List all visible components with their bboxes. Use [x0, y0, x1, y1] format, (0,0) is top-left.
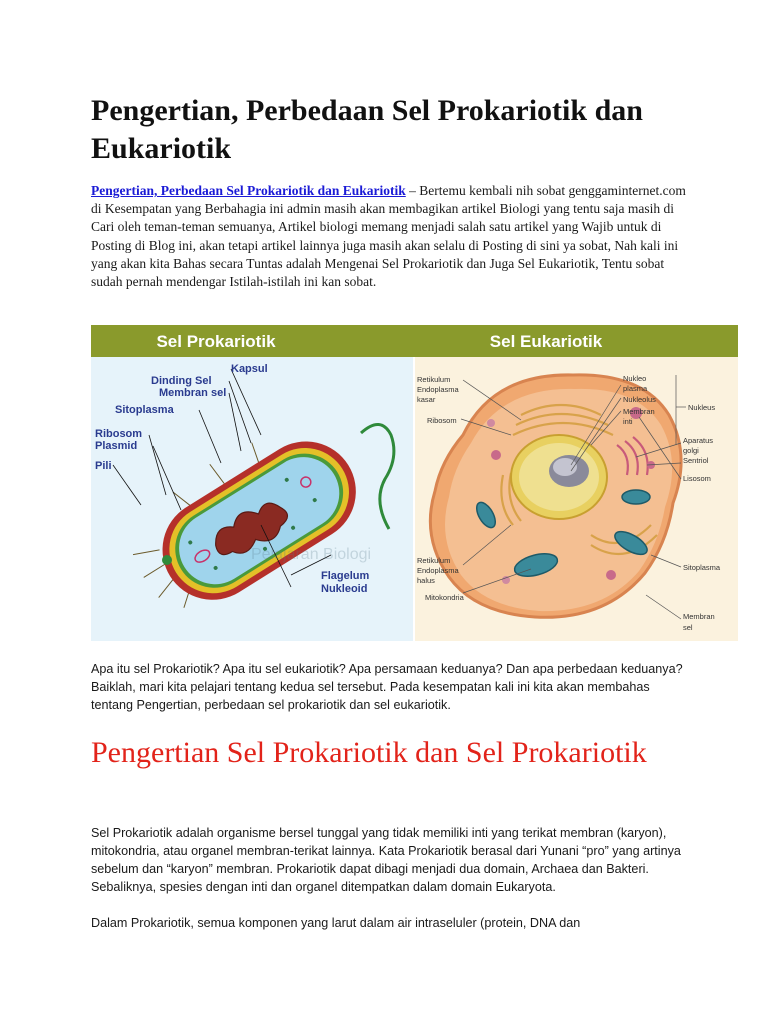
- label-golgi-1: Aparatus: [683, 436, 714, 445]
- label-pili: Pili: [95, 460, 112, 472]
- cell-diagram: [91, 325, 738, 641]
- watermark: Pelajaran Biologi: [251, 546, 372, 563]
- label-nukleoplasma-1: Nukleo: [623, 374, 647, 383]
- label-ribosom-eu: Ribosom: [427, 416, 457, 425]
- intro-text: – Bertemu kembali nih sobat genggaminternet.com di Kesempatan yang Berbahagia ini admin masih akan membagikan artikel Biologi yang tentu saja masih di Cari oleh teman-teman semuanya, Artikel biologi memang menjadi salah satu artikel yang Wajib untuk di Posting di Blog ini, akan tetapi artikel lainnya juga masih akan selalu di Posting di sini ya sobat, Nah kali ini yang akan kita Bahas secara Tuntas adalah Mengenai Sel Prokariotik dan Juga Sel Eukariotik, Tentu sobat sudah pernah mendengar Istilah-istilah ini kan sobat.: [91, 183, 686, 290]
- label-membran-inti-1: Membran: [623, 407, 655, 416]
- label-membran-sel-1: Membran: [683, 612, 715, 621]
- questions-paragraph: Apa itu sel Prokariotik? Apa itu sel eukariotik? Apa persamaan keduanya? Dan apa perbedaan keduanya? Baiklah, mari kita pelajari tentang kedua sel tersebut. Pada kesempatan kali ini kita akan membahas tentang Pengertian, perbedaan sel prokariotik dan sel eukariotik.: [91, 662, 683, 712]
- section-paragraph-1: Sel Prokariotik adalah organisme bersel tunggal yang tidak memiliki inti yang terikat membran (karyon), mitokondria, atau organel membran-terikat lainnya. Kata Prokariotik berasal dari Yunani “pro” yang artinya sebelum dan “karyon” membran. Prokariotik dapat dibagi menjadi dua domain, Archaea dan Bakteri. Sebaliknya, spesies dengan inti dan organel ditempatkan dalam domain Eukaryota.: [91, 826, 681, 894]
- intro-paragraph: [91, 182, 691, 291]
- label-nukleus: Nukleus: [688, 403, 716, 412]
- label-retikulum-kasar-1: Retikulum: [417, 375, 451, 384]
- label-kapsul: Kapsul: [231, 363, 268, 375]
- label-plasmid: Plasmid: [95, 440, 138, 452]
- label-sitoplasma: Sitoplasma: [115, 404, 174, 416]
- intro-link[interactable]: Pengertian, Perbedaan Sel Prokariotik dan Eukariotik: [91, 183, 406, 198]
- section-paragraph-2: Dalam Prokariotik, semua komponen yang larut dalam air intraseluler (protein, DNA dan: [91, 916, 581, 930]
- label-retikulum-halus-2: Endoplasma: [417, 566, 459, 575]
- label-sitoplasma-eu: Sitoplasma: [683, 563, 721, 572]
- label-membran-inti-2: inti: [623, 417, 633, 426]
- label-nukleoid: Nukleoid: [321, 583, 368, 595]
- label-retikulum-halus-1: Retikulum: [417, 556, 451, 565]
- prokaryote-header: Sel Prokariotik: [156, 332, 276, 351]
- label-nukleolus: Nukleolus: [623, 395, 656, 404]
- label-lisosom: Lisosom: [683, 474, 711, 483]
- eukaryote-header: Sel Eukariotik: [489, 332, 603, 351]
- label-golgi-2: golgi: [683, 446, 699, 455]
- label-nukleoplasma-2: plasma: [623, 384, 648, 393]
- label-sentriol: Sentriol: [683, 456, 709, 465]
- label-mitokondria: Mitokondria: [425, 593, 464, 602]
- label-membran-sel-2: sel: [683, 623, 693, 632]
- label-retikulum-kasar-2: Endoplasma: [417, 385, 459, 394]
- label-ribosom: Ribosom: [95, 428, 143, 440]
- label-retikulum-halus-3: halus: [417, 576, 435, 585]
- article-title: Pengertian, Perbedaan Sel Prokariotik dan Eukariotik: [91, 94, 643, 165]
- section-title: Pengertian Sel Prokariotik dan Sel Prokariotik: [91, 736, 647, 769]
- label-membran-sel: Membran sel: [159, 387, 227, 399]
- cell-comparison-figure: [91, 325, 738, 641]
- label-dinding-sel: Dinding Sel: [151, 375, 212, 387]
- label-flagelum: Flagelum: [321, 570, 370, 582]
- label-retikulum-kasar-3: kasar: [417, 395, 436, 404]
